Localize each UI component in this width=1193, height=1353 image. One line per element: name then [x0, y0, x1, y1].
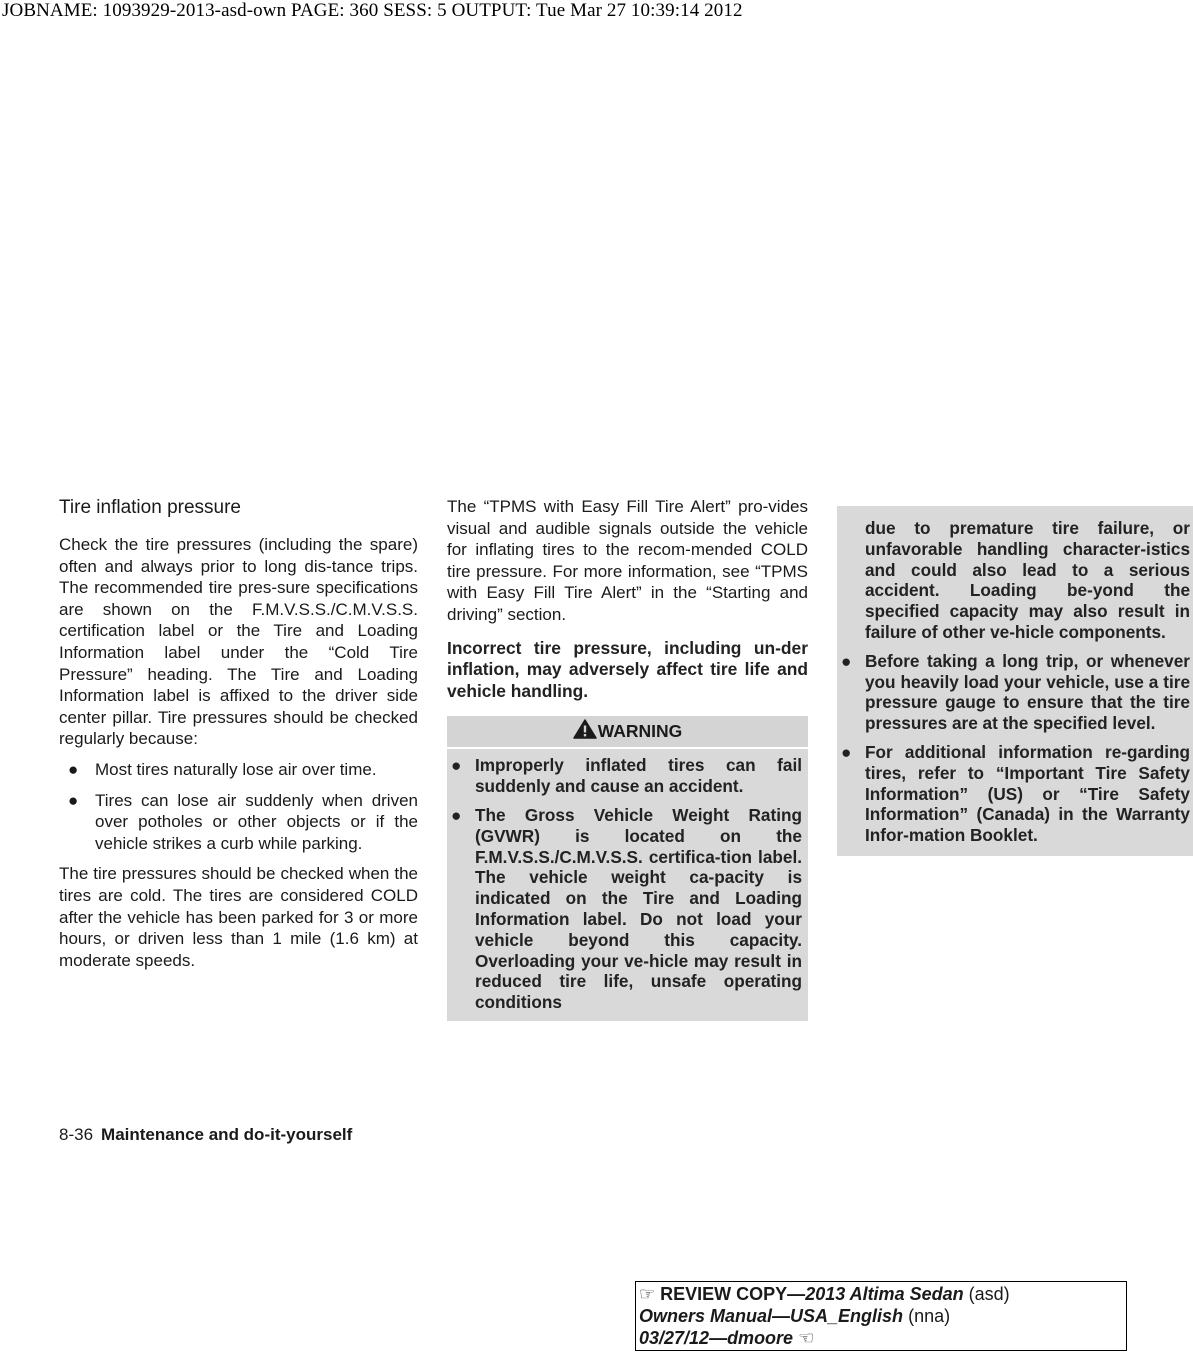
bullet-icon: ● — [841, 650, 852, 671]
bullet-icon: ● — [68, 790, 79, 810]
reasons-list — [59, 759, 418, 854]
paragraph-incorrect-pressure: Incorrect tire pressure, including un-der inflation, may adversely affect tire life and vehicle handling. — [447, 637, 808, 701]
warning-item — [447, 805, 802, 1013]
paragraph-tpms: The “TPMS with Easy Fill Tire Alert” pro-vides visual and audible signals outside the vehicle for inflating tires to the recom-mended COLD tire pressure. For more information, see “TPMS with Easy Fill Tire Alert” in the “Starting and driving” section. — [447, 497, 808, 624]
warning-triangle-icon — [573, 719, 597, 739]
footer-section-title: Maintenance and do-it-yourself — [101, 1125, 353, 1144]
column-middle — [447, 496, 808, 1021]
review-copy-stamp — [635, 1281, 1127, 1351]
list-item — [59, 790, 418, 855]
warning-item-text: For additional information re-garding tires, refer to “Important Tire Safety Information” (US) or “Tire Safety Information” (Canada) in the Warranty Infor-mation Booklet. — [865, 741, 1190, 846]
bullet-icon: ● — [68, 759, 79, 779]
bullet-icon: ● — [451, 755, 462, 776]
paragraph-check-pressures: Check the tire pressures (including the spare) often and always prior to long dis-tance trips. The recommended tire pres-sure specifications are shown on the F.M.V.S.S./C.M.V.S.S. certification label or the Tire and Loading Information label under the “Cold Tire Pressure” heading. The Tire and Loading Information label is affixed to the driver side center pillar. Tire pressures should be checked regularly because: — [59, 535, 418, 749]
warning-item — [837, 651, 1193, 734]
bullet-icon: ● — [451, 804, 462, 825]
review-line-3 — [639, 1327, 1126, 1349]
column-left — [59, 496, 418, 971]
warning-continued-text: due to premature tire failure, or unfavorable handling character-istics and could also lead to a serious accident. Loading be-yond the specified capacity may also result in failure of other ve-hicle components. — [865, 518, 1190, 642]
warning-item-text: Improperly inflated tires can fail suddenly and cause an accident. — [475, 755, 802, 797]
warning-list-continued — [837, 651, 1193, 846]
warning-header — [447, 716, 808, 749]
page-number: 8-36 — [59, 1125, 94, 1144]
job-header-line: JOBNAME: 1093929-2013-asd-own PAGE: 360 SESS: 5 OUTPUT: Tue Mar 27 10:39:14 2012 — [2, 0, 743, 21]
manual-code: (nna) — [908, 1306, 951, 1326]
page-footer — [59, 1125, 352, 1145]
end-hand-icon: ☜ — [798, 1328, 815, 1348]
pointing-hand-icon: ☞ — [639, 1284, 656, 1304]
warning-item-text: The Gross Vehicle Weight Rating (GVWR) is located on the F.M.V.S.S./C.M.V.S.S. certifica-tion label. The vehicle weight ca-pacity is indicated on the Tire and Loading Information label. Do not load your vehicle beyond this capacity. Overloading your ve-hicle may result in reduced tire life, unsafe operating conditions — [475, 804, 802, 1013]
list-item-text: Most tires naturally lose air over time. — [95, 759, 377, 779]
vehicle-code: (asd) — [968, 1284, 1010, 1304]
vehicle-name: 2013 Altima Sedan — [805, 1284, 964, 1304]
warning-title: WARNING — [597, 721, 683, 742]
warning-list — [447, 755, 802, 1013]
section-title: Tire inflation pressure — [59, 497, 241, 518]
bullet-icon: ● — [841, 741, 852, 762]
list-item — [59, 759, 418, 781]
warning-box-continued — [837, 506, 1193, 856]
list-item-text: Tires can lose air suddenly when driven over potholes or other objects or if the vehicle strikes a curb while parking. — [95, 790, 418, 853]
review-line-2 — [639, 1305, 1126, 1327]
warning-box — [447, 716, 808, 1021]
manual-name: Owners Manual—USA_English — [639, 1306, 904, 1326]
warning-item — [447, 755, 802, 797]
review-date-author: 03/27/12—dmoore — [639, 1328, 794, 1348]
warning-item-text: Before taking a long trip, or whenever you heavily load your vehicle, use a tire pressure gauge to ensure that the tire pressures are at the specified level. — [865, 650, 1190, 734]
warning-item — [837, 742, 1193, 846]
review-line-1 — [639, 1283, 1126, 1305]
review-copy-label: REVIEW COPY— — [660, 1284, 806, 1304]
paragraph-cold-tires: The tire pressures should be checked when the tires are cold. The tires are considered COLD after the vehicle has been parked for 3 or more hours, or driven less than 1 mile (1.6 km) at moderate speeds. — [59, 864, 418, 970]
